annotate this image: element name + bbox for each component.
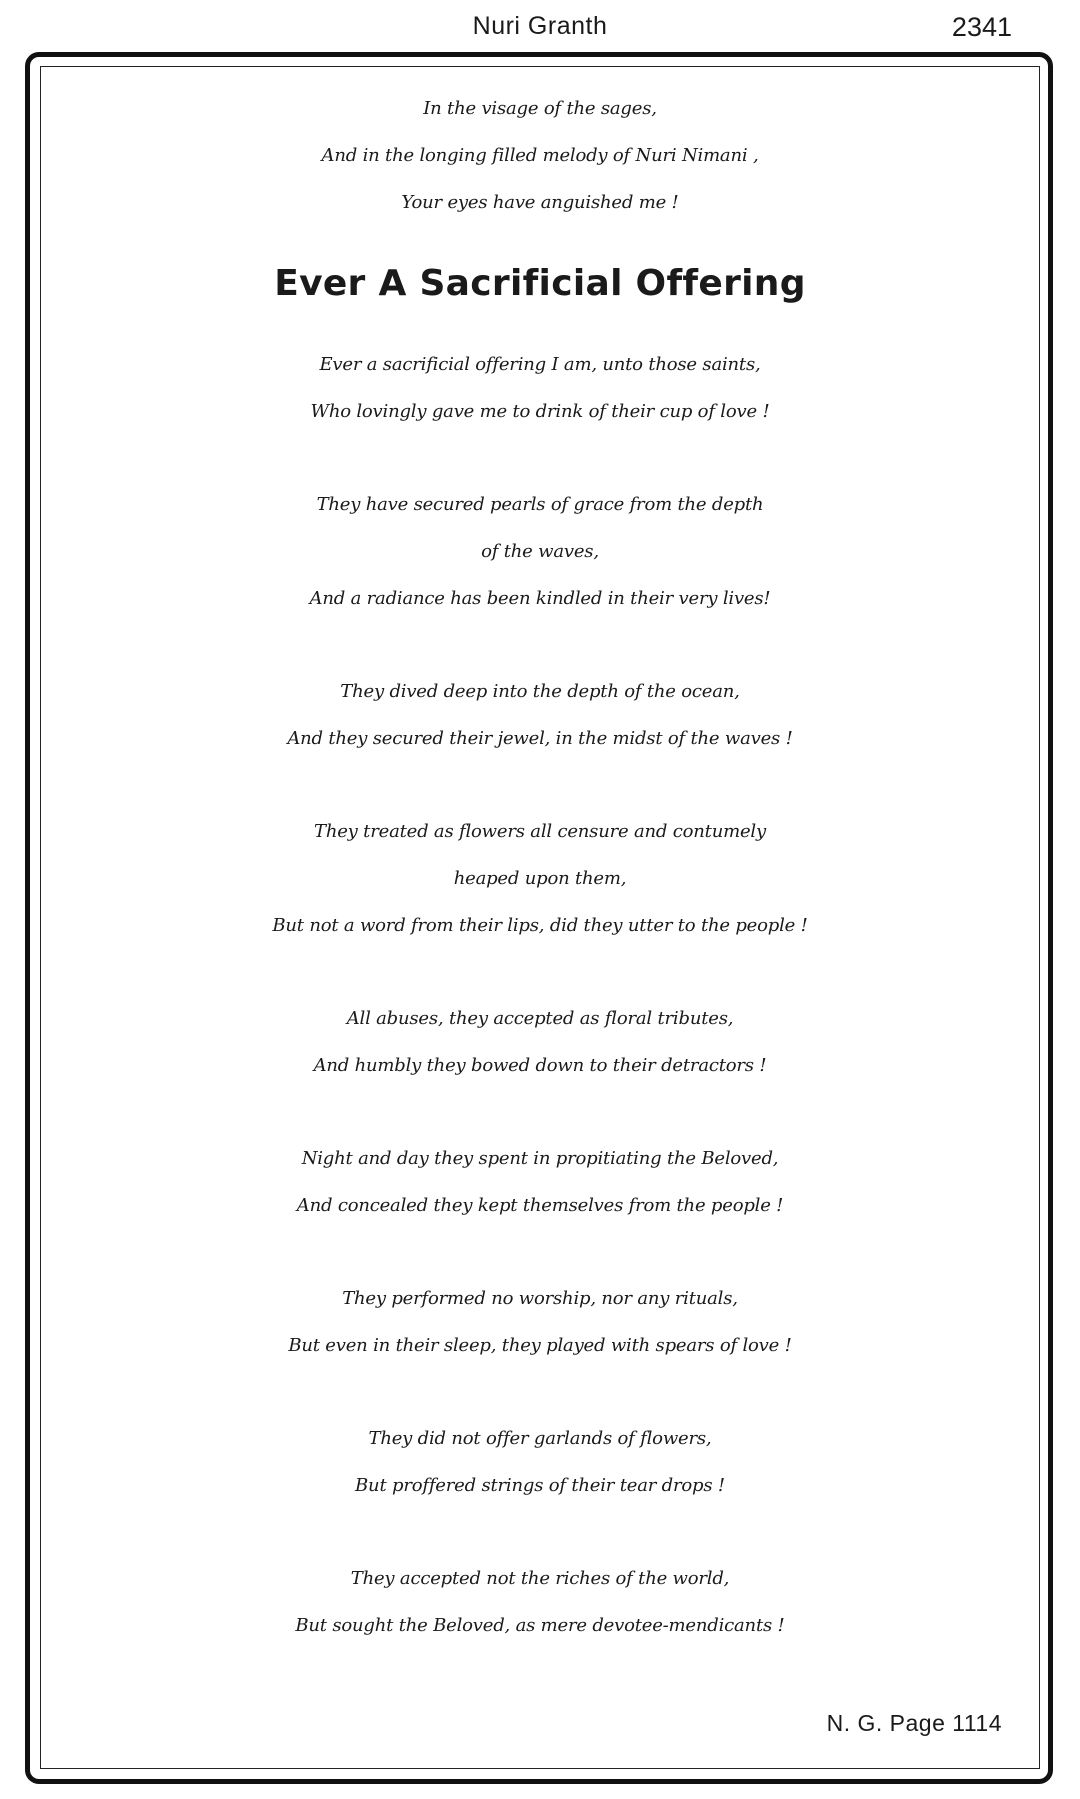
poem-line: And concealed they kept themselves from the people ! [296, 1195, 784, 1216]
stanza [42, 1135, 1038, 1229]
author-name: Nuri Nimani [635, 145, 748, 166]
poem-line: Who lovingly gave me to drink of their cup of love ! [310, 401, 770, 422]
poem-line: They accepted not the riches of the world, [350, 1568, 730, 1589]
stanza [42, 1275, 1038, 1369]
poem-line: But sought the Beloved, as mere devotee-mendicants ! [295, 1615, 785, 1636]
poem-line: And they secured their jewel, in the midst of the waves ! [287, 728, 793, 749]
page-number: 2341 [951, 12, 1012, 42]
stanza [42, 481, 1038, 622]
poem-title: Ever A Sacrificial Offering [274, 263, 806, 304]
poem-line: heaped upon them, [453, 868, 627, 889]
page-body [42, 66, 1038, 1649]
poem-line: Ever a sacrificial offering I am, unto those saints, [319, 354, 761, 375]
poem-line: All abuses, they accepted as floral tributes, [346, 1008, 734, 1029]
poem-line: And humbly they bowed down to their detractors ! [313, 1055, 767, 1076]
poem-line: of the waves, [481, 541, 599, 562]
poem-line: And a radiance has been kindled in their very lives! [309, 588, 771, 609]
poem-line: But proffered strings of their tear drops ! [355, 1475, 725, 1496]
intro-stanza [42, 85, 1038, 226]
poem-line: But even in their sleep, they played with spears of love ! [288, 1335, 792, 1356]
poem-line: Night and day they spent in propitiating the Beloved, [301, 1148, 779, 1169]
poem-line: They have secured pearls of grace from the depth [316, 494, 764, 515]
stanza [42, 808, 1038, 949]
stanza [42, 1415, 1038, 1509]
poem-line: In the visage of the sages, [423, 98, 657, 119]
stanza [42, 995, 1038, 1089]
poem-line: They did not offer garlands of flowers, [368, 1428, 712, 1449]
running-header [0, 0, 1080, 52]
poem-line: Your eyes have anguished me ! [401, 192, 679, 213]
poem-line: They dived deep into the depth of the ocean, [340, 681, 740, 702]
poem-line-punctuation: , [747, 145, 759, 166]
poem-line-text: And in the longing filled melody of [321, 145, 636, 166]
stanza [42, 1555, 1038, 1649]
book-title: Nuri Granth [472, 12, 608, 40]
stanza [42, 668, 1038, 762]
poem-line: They performed no worship, nor any rituals, [342, 1288, 738, 1309]
poem-line [42, 132, 1038, 179]
poem-line: They treated as flowers all censure and contumely [314, 821, 766, 842]
poem-line: But not a word from their lips, did they utter to the people ! [272, 915, 808, 936]
page-reference: N. G. Page 1114 [826, 1710, 1002, 1736]
stanza [42, 341, 1038, 435]
